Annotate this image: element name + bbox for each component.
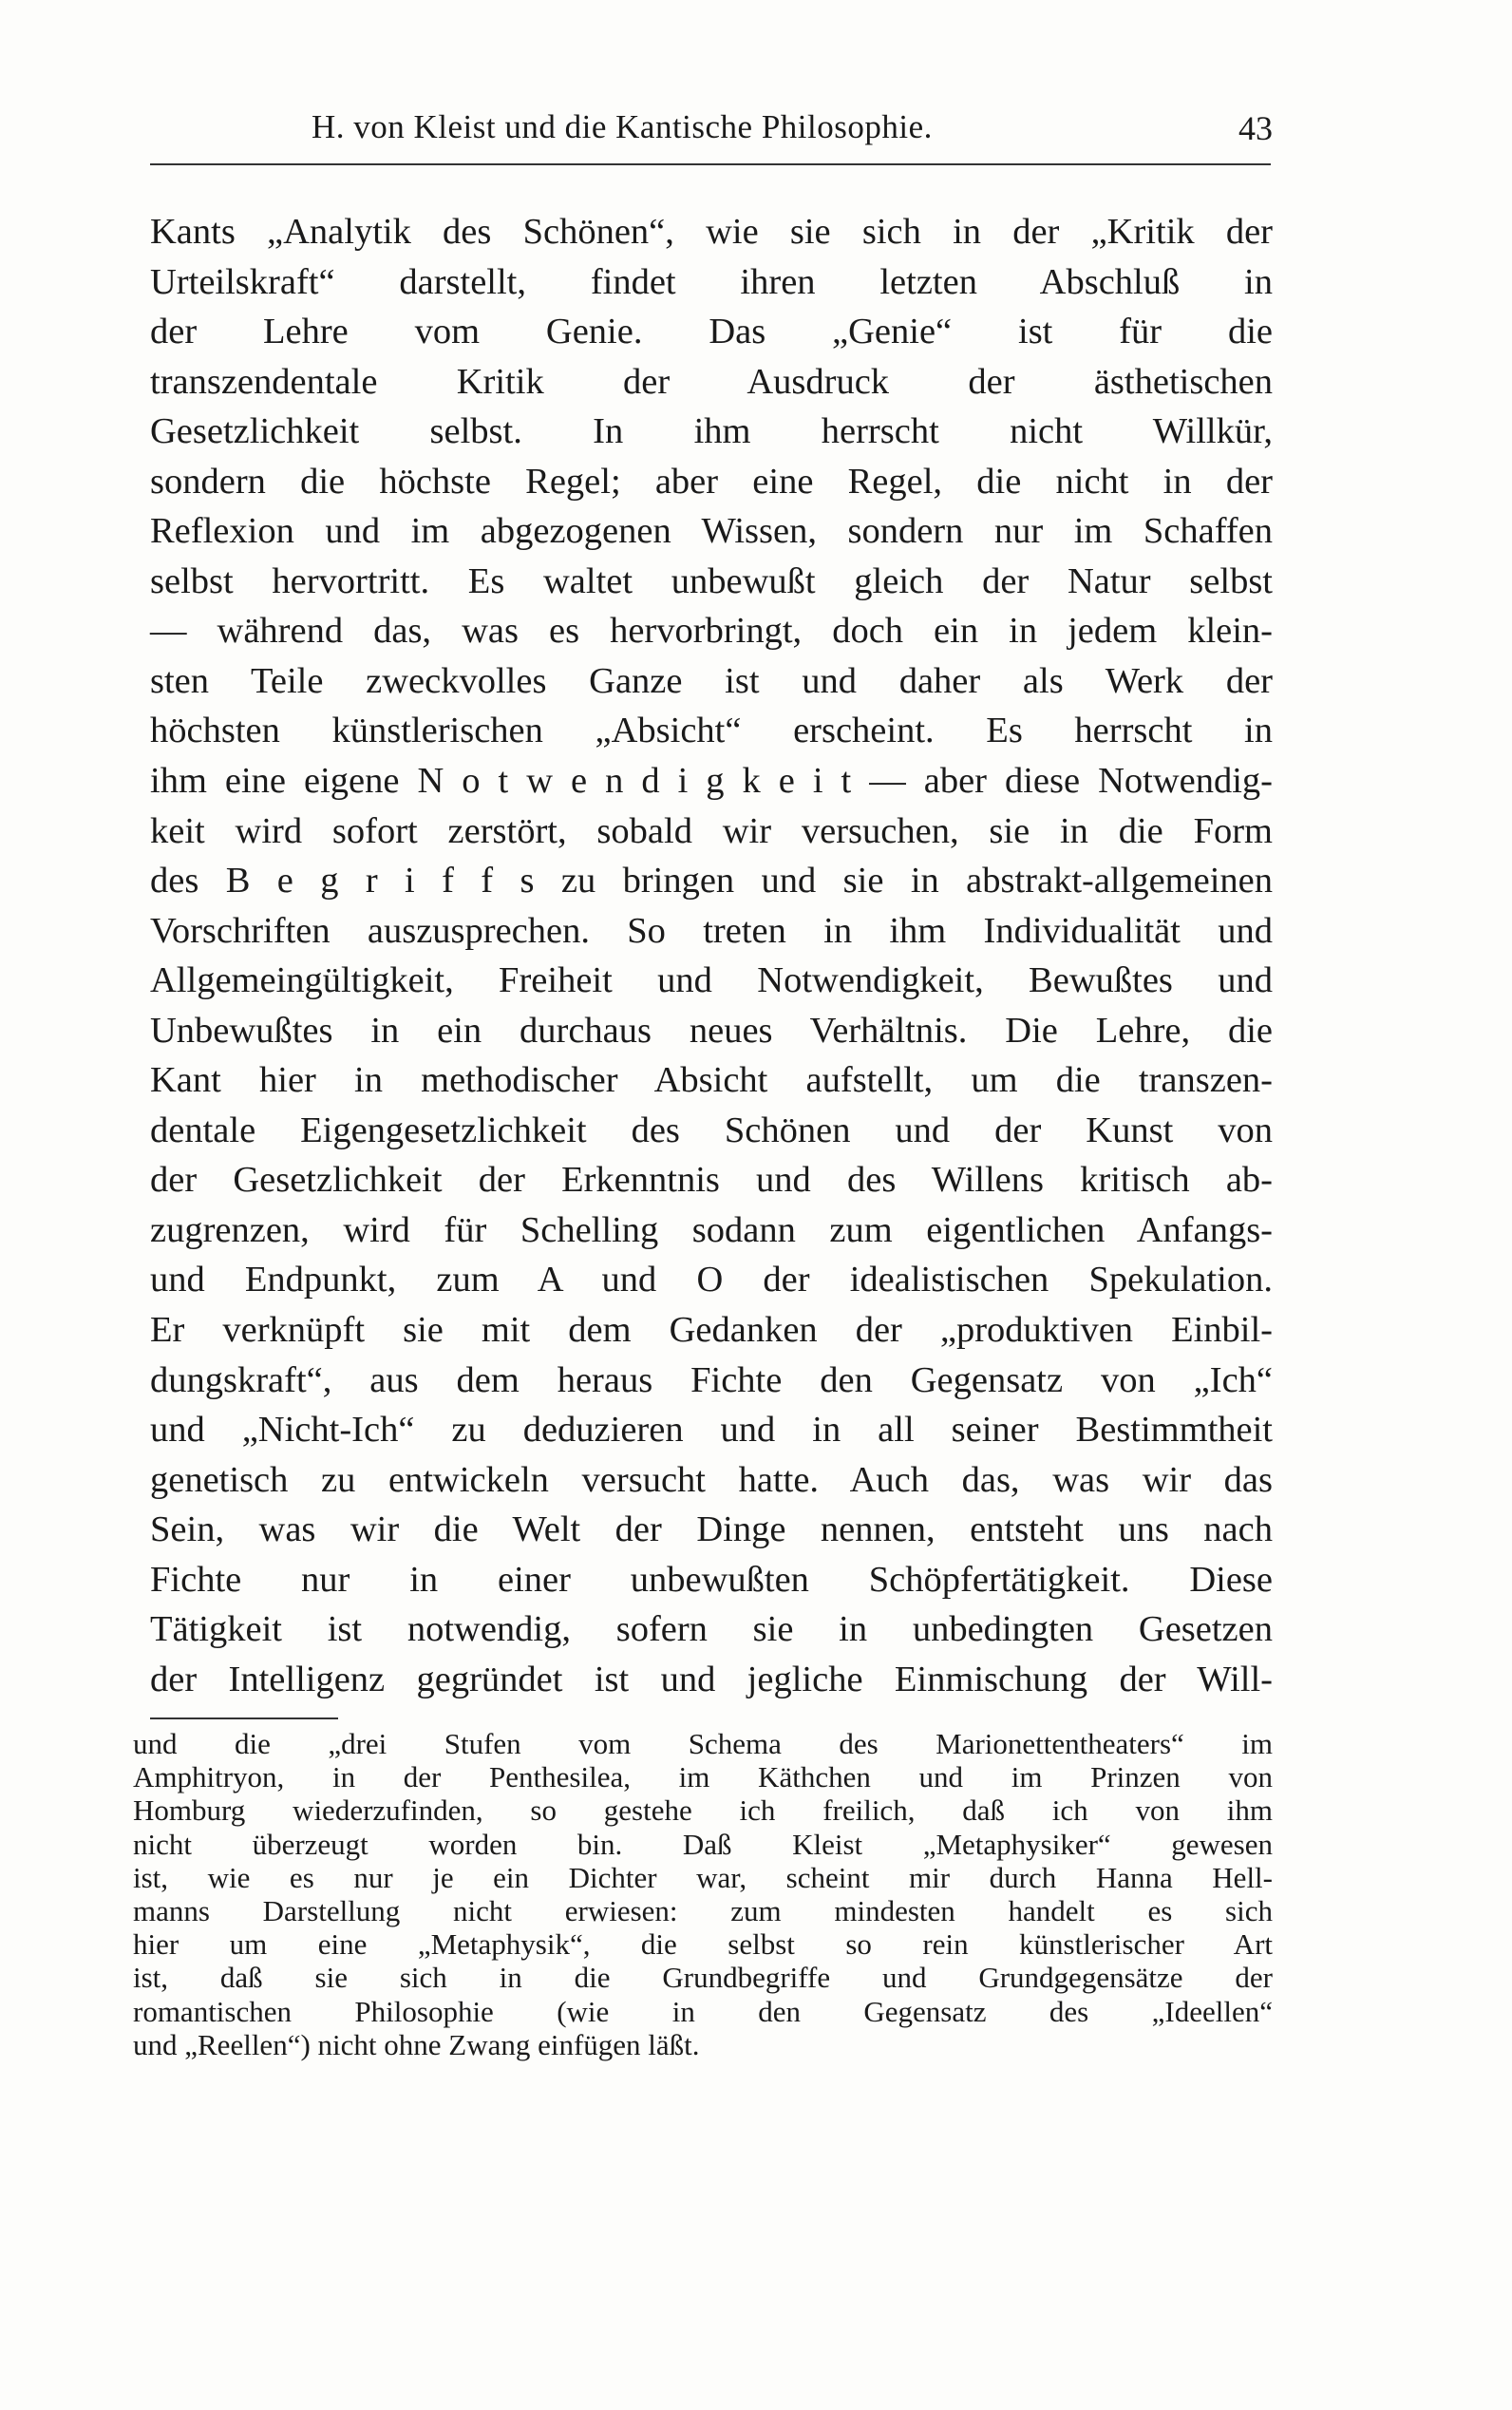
text-line: dungskraft“, aus dem heraus Fichte den Gegensatz von „Ich“ (150, 1359, 1273, 1400)
page-header (150, 103, 1273, 160)
footnote-line: Homburg wiederzufinden, so gestehe ich freilich, daß ich von ihm (133, 1793, 1273, 1828)
text-line: Fichte nur in einer unbewußten Schöpfertätigkeit. Diese (150, 1559, 1273, 1600)
main-text (150, 207, 1273, 1704)
footnote-line: manns Darstellung nicht erwiesen: zum mindesten handelt es sich (133, 1893, 1273, 1927)
text-line: transzendentale Kritik der Ausdruck der ästhetischen (150, 361, 1273, 402)
text-line: Kants „Analytik des Schönen“, wie sie sich in der „Kritik der (150, 212, 1273, 252)
text-line: selbst hervortritt. Es waltet unbewußt gleich der Natur selbst (150, 560, 1273, 601)
header-rule (150, 163, 1271, 165)
text-line: Reflexion und im abgezogenen Wissen, sondern nur im Schaffen (150, 511, 1273, 552)
text-line: und Endpunkt, zum A und O der idealistischen Spekulation. (150, 1260, 1273, 1300)
footnote-line: hier um eine „Metaphysik“, die selbst so rein künstlerischer Art (133, 1927, 1273, 1962)
text-line: und „Nicht-Ich“ zu deduzieren und in all seiner Bestimmtheit (150, 1410, 1273, 1451)
text-line: Sein, was wir die Welt der Dinge nennen, entsteht uns nach (150, 1509, 1273, 1550)
text-line: Allgemeingültigkeit, Freiheit und Notwendigkeit, Bewußtes und (150, 960, 1273, 1001)
text-line: des B e g r i f f s zu bringen und sie in abstrakt-allgemeinen (150, 861, 1273, 901)
text-line: keit wird sofort zerstört, sobald wir versuchen, sie in die Form (150, 810, 1273, 851)
text-line: der Lehre vom Genie. Das „Genie“ ist für die (150, 312, 1273, 352)
text-line: ihm eine eigene N o t w e n d i g k e i t — aber diese Notwendig- (150, 761, 1273, 802)
text-line: genetisch zu entwickeln versucht hatte. Auch das, was wir das (150, 1459, 1273, 1500)
footnote-line: nicht überzeugt worden bin. Daß Kleist „Metaphysiker“ gewesen (133, 1827, 1273, 1861)
text-line: Tätigkeit ist notwendig, sofern sie in unbedingten Gesetzen (150, 1609, 1273, 1650)
text-line: Er verknüpft sie mit dem Gedanken der „produktiven Einbil- (150, 1310, 1273, 1351)
text-line: der Intelligenz gegründet ist und jegliche Einmischung der Will- (150, 1659, 1273, 1699)
text-line: dentale Eigengesetzlichkeit des Schönen und der Kunst von (150, 1110, 1273, 1150)
footnote-line: und die „drei Stufen vom Schema des Marionettentheaters“ im (133, 1727, 1273, 1760)
text-line: sten Teile zweckvolles Ganze ist und daher als Werk der (150, 660, 1273, 701)
page-number: 43 (1238, 109, 1273, 147)
footnote-line: ist, wie es nur je ein Dichter war, scheint mir durch Hanna Hell- (133, 1860, 1273, 1894)
running-head: H. von Kleist und die Kantische Philosophie. (312, 108, 933, 145)
text-line: der Gesetzlichkeit der Erkenntnis und des Willens kritisch ab- (150, 1160, 1273, 1201)
footnote-rule (150, 1717, 338, 1719)
footnote (133, 1727, 1273, 2061)
footnote-line: ist, daß sie sich in die Grundbegriffe und Grundgegensätze der (133, 1961, 1273, 1995)
text-line: höchsten künstlerischen „Absicht“ erscheint. Es herrscht in (150, 711, 1273, 751)
text-line: Kant hier in methodischer Absicht aufstellt, um die transzen- (150, 1060, 1273, 1101)
text-line: sondern die höchste Regel; aber eine Regel, die nicht in der (150, 461, 1273, 502)
text-line: — während das, was es hervorbringt, doch ein in jedem klein- (150, 611, 1273, 652)
text-line: zugrenzen, wird für Schelling sodann zum eigentlichen Anfangs- (150, 1209, 1273, 1250)
footnote-line: romantischen Philosophie (wie in den Gegensatz des „Ideellen“ (133, 1994, 1273, 2028)
text-line: Gesetzlichkeit selbst. In ihm herrscht nicht Willkür, (150, 411, 1273, 452)
text-line: Unbewußtes in ein durchaus neues Verhältnis. Die Lehre, die (150, 1010, 1273, 1051)
text-line: Vorschriften auszusprechen. So treten in ihm Individualität und (150, 910, 1273, 951)
footnote-line: Amphitryon, in der Penthesilea, im Käthchen und im Prinzen von (133, 1760, 1273, 1794)
text-line: Urteilskraft“ darstellt, findet ihren letzten Abschluß in (150, 261, 1273, 302)
footnote-line: und „Reellen“) nicht ohne Zwang einfügen läßt. (133, 2027, 700, 2061)
